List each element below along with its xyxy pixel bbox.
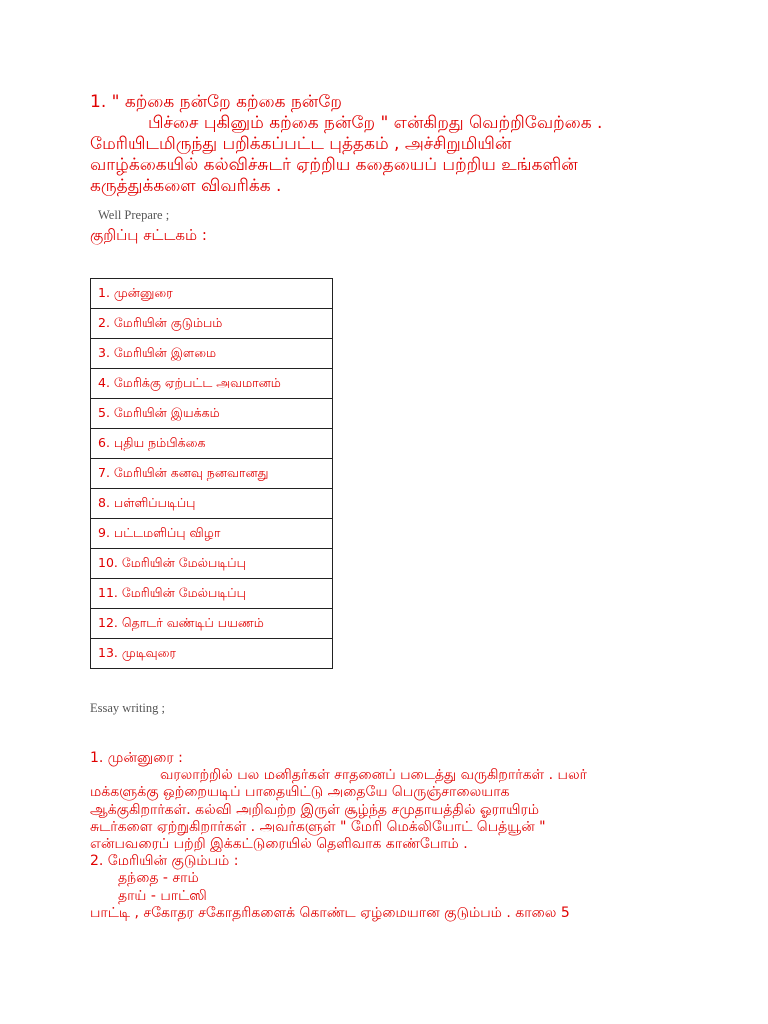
outline-table <box>90 278 333 669</box>
question-line: 1. " கற்கை நன்றே கற்கை நன்றே <box>90 92 342 112</box>
table-row <box>91 639 333 669</box>
table-row <box>91 339 333 369</box>
table-row <box>91 279 333 309</box>
essay-writing-label: Essay writing ; <box>90 701 165 715</box>
outline-item: 7. மேரியின் கனவு நனவானது <box>91 459 333 489</box>
table-row <box>91 429 333 459</box>
table-row <box>91 519 333 549</box>
essay-line: பாட்டி , சகோதர சகோதரிகளைக் கொண்ட ஏழ்மையான குடும்பம் . காலை 5 <box>90 904 570 921</box>
outline-item: 10. மேரியின் மேல்படிப்பு <box>91 549 333 579</box>
essay-body <box>90 750 740 922</box>
table-row <box>91 609 333 639</box>
table-row <box>91 579 333 609</box>
outline-item: 13. முடிவுரை <box>91 639 333 669</box>
essay-line: சுடர்களை ஏற்றுகிறார்கள் . அவர்களுள் " மேரி மெக்லியோட் பெத்யூன் " <box>90 818 546 835</box>
table-row <box>91 399 333 429</box>
essay-line: என்பவரைப் பற்றி இக்கட்டுரையில் தெளிவாக காண்போம் . <box>90 836 468 853</box>
section-heading: 1. முன்னுரை : <box>90 750 183 766</box>
table-row <box>91 369 333 399</box>
question-line: வாழ்க்கையில் கல்விச்சுடர் ஏற்றிய கதையைப் பற்றிய உங்களின் <box>90 155 578 175</box>
outline-item: 8. பள்ளிப்படிப்பு <box>91 489 333 519</box>
outline-item: 6. புதிய நம்பிக்கை <box>91 429 333 459</box>
section-heading: 2. மேரியின் குடும்பம் : <box>90 853 239 870</box>
outline-item: 11. மேரியின் மேல்படிப்பு <box>91 579 333 609</box>
outline-item: 9. பட்டமளிப்பு விழா <box>91 519 333 549</box>
essay-line: மக்களுக்கு ஒற்றையடிப் பாதையிட்டு அதையே பெருஞ்சாலையாக <box>90 784 510 801</box>
outline-item: 2. மேரியின் குடும்பம் <box>91 309 333 339</box>
question-line: பிச்சை புகினும் கற்கை நன்றே " என்கிறது வெற்றிவேற்கை . <box>148 113 603 133</box>
essay-question <box>90 92 730 197</box>
essay-line: தந்தை - சாம் <box>118 870 199 887</box>
outline-item: 3. மேரியின் இளமை <box>91 339 333 369</box>
outline-item: 1. முன்னுரை <box>91 279 333 309</box>
essay-line: ஆக்குகிறார்கள். கல்வி அறிவற்ற இருள் சூழ்ந்த சமுதாயத்தில் ஓராயிரம் <box>90 801 540 818</box>
outline-heading: குறிப்பு சட்டகம் : <box>90 226 207 244</box>
table-row <box>91 549 333 579</box>
essay-line: தாய் - பாட்ஸி <box>118 887 207 904</box>
table-row <box>91 309 333 339</box>
outline-item: 12. தொடர் வண்டிப் பயணம் <box>91 609 333 639</box>
well-prepare-label: Well Prepare ; <box>98 208 170 222</box>
table-row <box>91 489 333 519</box>
outline-item: 4. மேரிக்கு ஏற்பட்ட அவமானம் <box>91 369 333 399</box>
question-line: மேரியிடமிருந்து பறிக்கப்பட்ட புத்தகம் , அச்சிறுமியின் <box>90 134 512 154</box>
outline-item: 5. மேரியின் இயக்கம் <box>91 399 333 429</box>
table-row <box>91 459 333 489</box>
essay-line: வரலாற்றில் பல மனிதர்கள் சாதனைப் படைத்து வருகிறார்கள் . பலர் <box>160 767 587 784</box>
question-line: கருத்துக்களை விவரிக்க . <box>90 176 282 196</box>
